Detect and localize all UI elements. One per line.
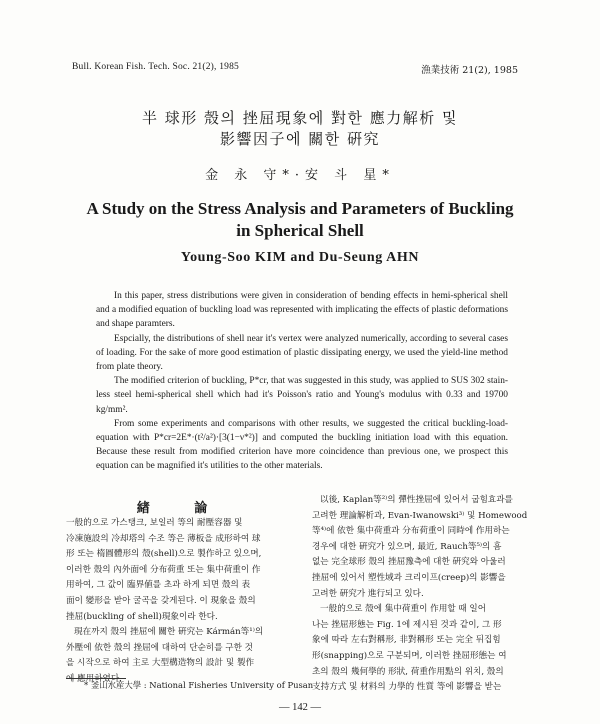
english-authors: Young-Soo KIM and Du-Seung AHN — [180, 250, 420, 265]
right-column-line: 초의 殼의 幾何學的 形狀, 荷重作用點의 위치, 殼의 — [312, 666, 504, 677]
journal-header-korean: 漁業技術 21(2), 1985 — [421, 65, 518, 76]
abstract-paragraph-3: The modified criterion of buckling, P*cr, that was suggested in this study, was applied to SUS 302 stain-less steel hemi-spherical shell which had it's Poisson's ratio and Young's modulus with 0.33 and 19700 kg/mm². — [96, 376, 508, 415]
english-title-line-1: A Study on the Stress Analysis and Parameters of Buckling — [86, 199, 514, 218]
left-column — [66, 516, 302, 688]
left-column-line: 現在까지 殼의 挫屈에 關한 硏究는 Kármán等¹⁾의 — [74, 627, 264, 638]
korean-title-line-2: 影響因子에 關한 硏究 — [219, 130, 381, 148]
right-column — [312, 493, 544, 696]
right-column-line: 象에 따라 左右對稱形, 非對稱形 또는 完全 뒤집힘 — [312, 635, 501, 646]
korean-authors: 金 永 守*·安 斗 星* — [205, 168, 395, 183]
right-column-line: 고려한 理論解析과, Evan-Iwanowski³⁾ 및 Homewood — [312, 510, 528, 521]
korean-title — [0, 108, 600, 150]
left-column-line: 이러한 殼의 內外面에 分布荷重 또는 集中荷重이 作 — [66, 564, 261, 575]
right-column-line: 없는 完全球形 殼의 挫屈豫측에 대한 硏究와 아울러 — [312, 557, 506, 568]
right-column-line: 挫屈에 있어서 塑性域과 크리이프(creep)의 影響을 — [312, 572, 506, 583]
left-column-line: 冷凍施設의 冷却塔의 수조 等은 薄板을 成形하여 球 — [66, 533, 261, 544]
abstract-paragraph-1: In this paper, stress distributions were given in consideration of bending effects in hemi-spherical shell and a modified equation of buckling load was represented with implicating the effects of plastic deformations and shape paramters. — [96, 291, 508, 330]
english-title-line-2: in Spherical Shell — [236, 221, 364, 240]
left-column-line: 面이 變形을 받아 굴곡을 갖게된다. 이 現象을 殼의 — [66, 595, 256, 606]
left-column-line: 을 시작으로 하여 主로 大型構造物의 設計 및 製作 — [66, 658, 255, 669]
right-column-line: 形(snapping)으로 구분되며, 이러한 挫屈形態는 여 — [312, 650, 507, 661]
left-column-line: 一般的으로 가스탱크, 보일러 等의 耐壓容器 및 — [66, 518, 243, 528]
left-column-line: 形 또는 楕圓體形의 殼(shell)으로 製作하고 있으며, — [66, 549, 262, 560]
right-column-line: 以後, Kaplan等²⁾의 彈性挫屈에 있어서 굽힘효과를 — [320, 495, 513, 505]
left-column-line: 用하여, 그 값이 臨界値를 초과 하게 되면 殼의 表 — [66, 580, 251, 591]
left-column-line: 外壓에 依한 殼의 挫屈에 대하여 단순히를 구한 것 — [66, 642, 253, 653]
abstract-paragraph-4: From some experiments and comparisons with other results, we suggested the critical buckling-load-equation with P*cr=2E*·(t²/a²)·[3(1−ν*²)] and computed the buckling initiation load with this equation. Because these result from modified criterion have more coincidence than previous one, we prospect this equation can be magnified it's utilities to the other materials. — [96, 418, 508, 472]
footnote-affiliation: * 釜山水産大學 : National Fisheries University of Pusan — [84, 680, 314, 690]
right-column-line: 支持方式 및 材料의 力學的 性質 等에 影響을 받는 — [312, 682, 502, 693]
right-column-line: 等⁴⁾에 依한 集中荷重과 分布荷重이 同時에 作用하는 — [312, 526, 510, 537]
right-column-line: 경우에 대한 硏究가 있으며, 最近, Rauch等⁵⁾의 흠 — [312, 541, 502, 552]
right-column-line: 나는 挫屈形態는 Fig. 1에 제시된 것과 같이, 그 形 — [312, 619, 502, 630]
abstract — [96, 289, 508, 474]
journal-header-english: Bull. Korean Fish. Tech. Soc. 21(2), 1985 — [72, 62, 239, 72]
left-column-line: 에 應用하였다. — [66, 673, 122, 684]
abstract-paragraph-2: Espcially, the distributions of shell near it's vertex were analyzed numerically, according to several cases of loading. For the sake of more good estimation of plastic dissipating energy, we used the yield-line method from plate theory. — [96, 333, 508, 373]
right-column-line: 고려한 硏究가 進行되고 있다. — [312, 588, 424, 599]
section-title-introduction: 緖 論 — [136, 501, 228, 516]
left-column-line: 挫屈(buckling of shell)現象이라 한다. — [66, 611, 218, 622]
korean-title-line-1: 半 球形 殼의 挫屈現象에 對한 應力解析 및 — [141, 109, 459, 127]
right-column-line: 一般的으로 殼에 集中荷重이 作用할 때 일어 — [320, 604, 487, 615]
page-number: — 142 — — [279, 702, 321, 713]
english-title — [0, 198, 600, 242]
